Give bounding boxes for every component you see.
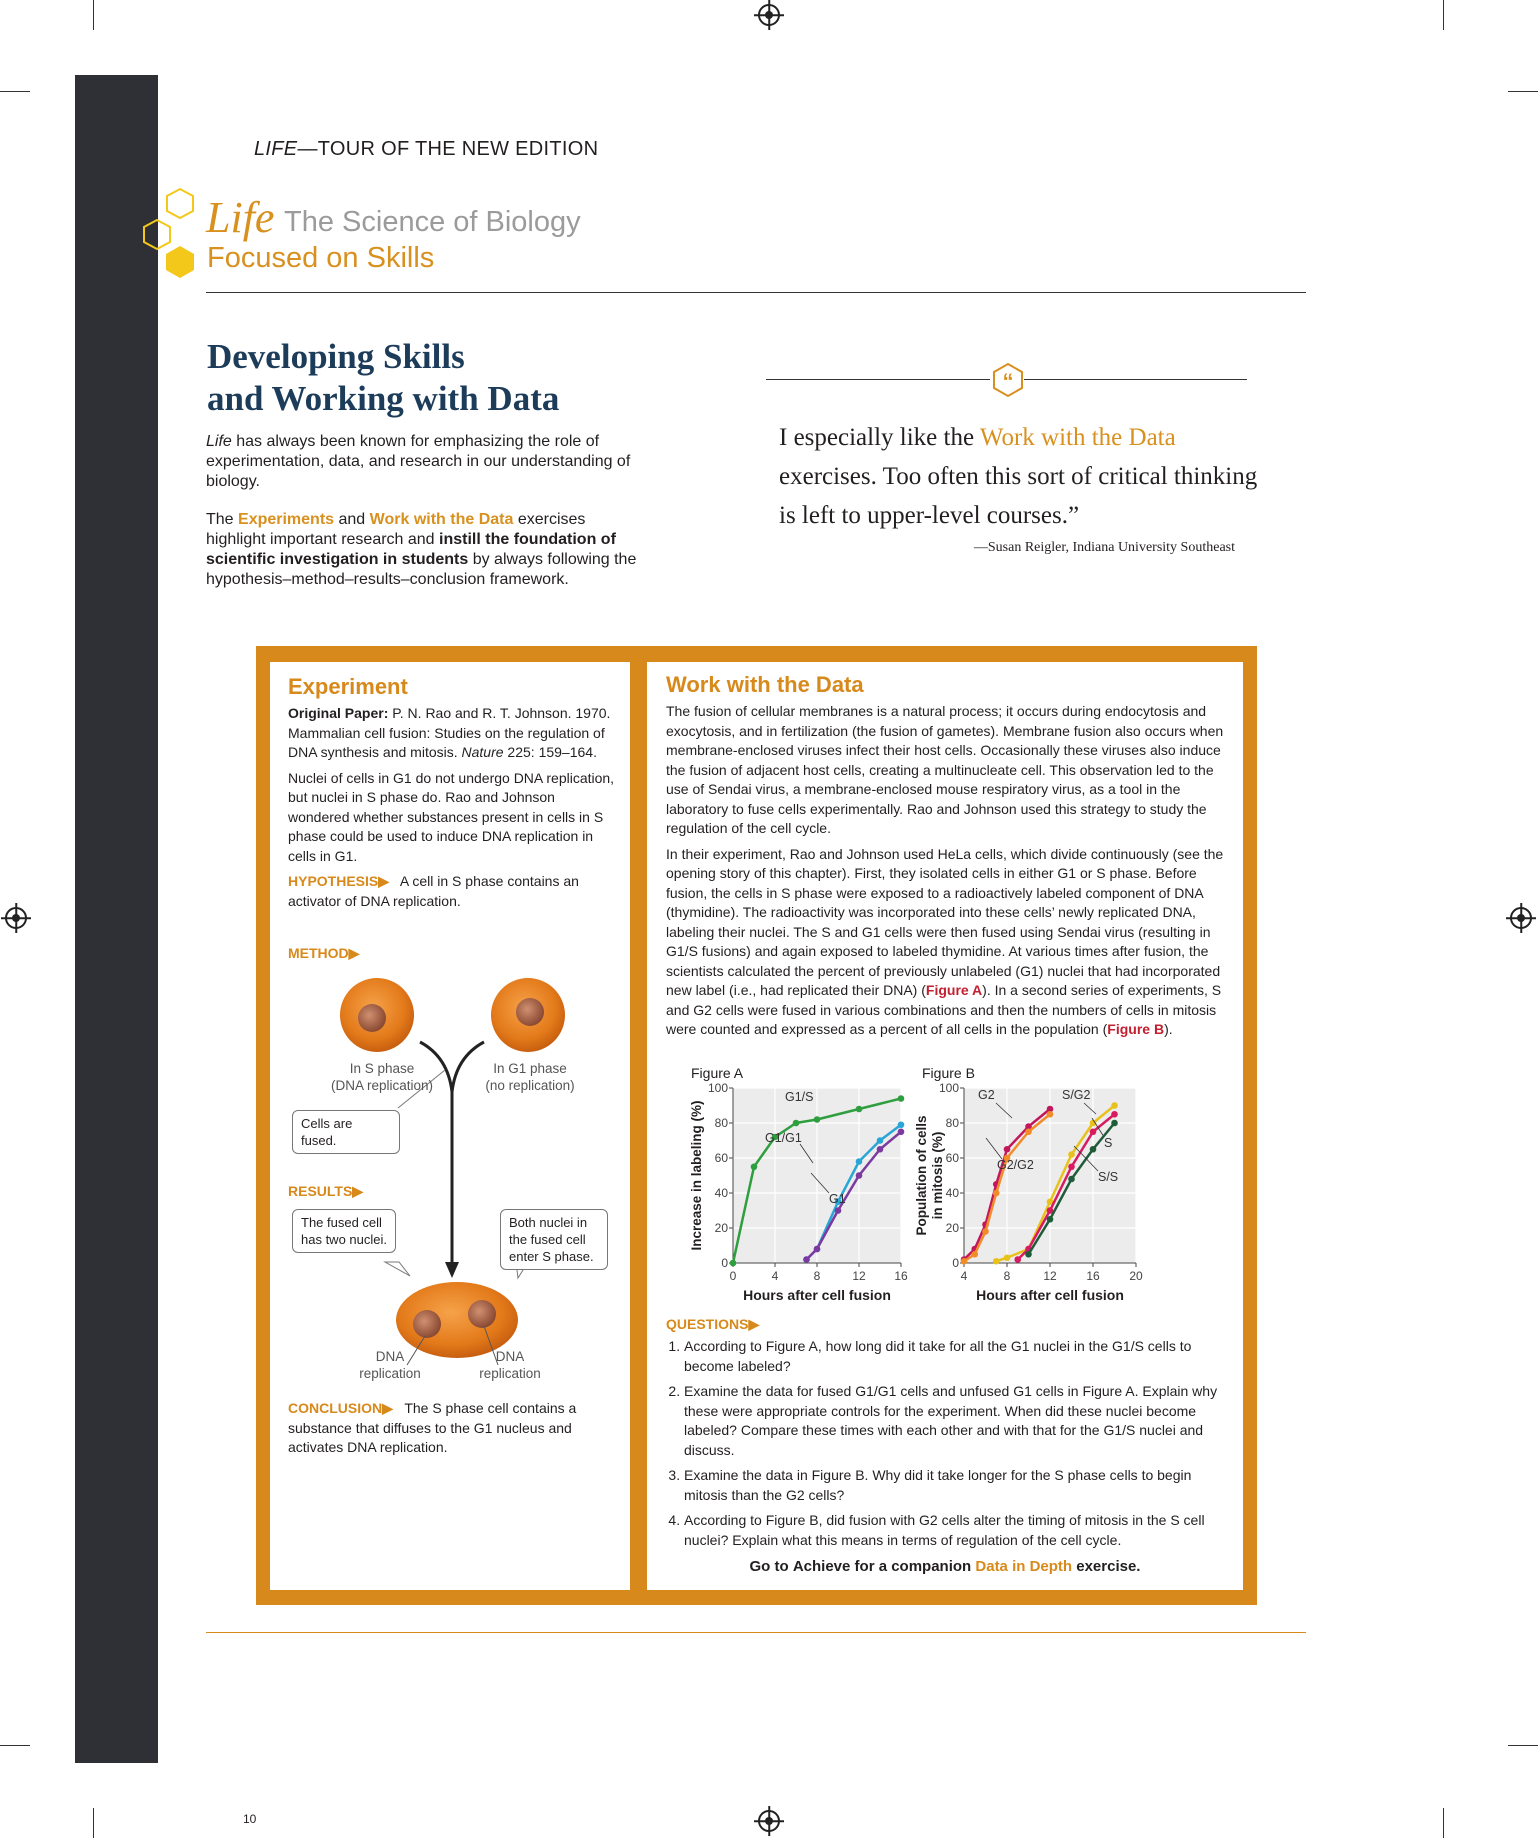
data-point	[1111, 1102, 1118, 1109]
series-label: S/S	[1098, 1170, 1119, 1184]
data-point	[971, 1251, 978, 1258]
series-label: S	[1104, 1136, 1113, 1150]
figure-b-chart	[912, 1066, 1162, 1302]
registration-mark-icon	[1510, 907, 1532, 929]
data-point	[856, 1106, 863, 1113]
brand-subtitle: The Science of Biology	[284, 206, 581, 238]
question-item: 2. Examine the data for fused G1/G1 cells and unfused G1 cells in Figure A. Explain why these were appropriate controls for the experiment. When did these nuclei become labeled? Compare these times with each other and with that for the G1/S nuclei and discuss.	[684, 1382, 1226, 1460]
hexagon-logo-icon	[140, 186, 200, 282]
goto-achieve-line: Go to Achieve for a companion Data in Depth exercise.	[749, 1558, 1141, 1575]
series-label: G2	[978, 1088, 995, 1102]
s-phase-caption: In S phase (DNA replication)	[330, 1061, 434, 1093]
y-tick-label: 20	[945, 1221, 959, 1235]
data-point	[961, 1258, 968, 1265]
questions-label: QUESTIONS▶	[666, 1316, 760, 1332]
data-point	[1090, 1128, 1097, 1135]
data-point	[898, 1095, 905, 1102]
series-label: G2/G2	[997, 1158, 1034, 1172]
running-head: LIFE—TOUR OF THE NEW EDITION	[254, 138, 599, 160]
y-tick-label: 40	[714, 1186, 728, 1200]
data-point	[814, 1246, 821, 1253]
x-tick-label: 20	[1129, 1269, 1143, 1283]
x-axis-label: Hours after cell fusion	[743, 1287, 891, 1303]
quote-divider-left	[766, 379, 990, 380]
data-point	[1004, 1146, 1011, 1153]
data-point	[835, 1207, 842, 1214]
registration-mark-icon	[758, 4, 780, 26]
crop-mark	[93, 0, 94, 30]
crop-mark	[0, 1745, 30, 1746]
y-tick-label: 80	[945, 1116, 959, 1130]
dna-replication-right: DNA replication	[479, 1349, 541, 1381]
data-point	[1068, 1176, 1075, 1183]
quote-attribution: —Susan Reigler, Indiana University Southeast	[973, 540, 1235, 555]
data-point	[1068, 1151, 1075, 1158]
x-tick-label: 16	[894, 1269, 908, 1283]
data-point	[856, 1172, 863, 1179]
fused-nucleus-right	[468, 1300, 496, 1328]
data-point	[1014, 1256, 1021, 1263]
questions-list	[666, 1337, 1226, 1556]
x-tick-label: 8	[1003, 1269, 1011, 1283]
experiment-panel	[270, 662, 630, 1590]
conclusion-text: CONCLUSION▶ The S phase cell contains a substance that diffuses to the G1 nucleus and activates DNA replication.	[288, 1400, 577, 1455]
cell-fusion-diagram	[270, 662, 630, 1382]
intro-text: Life has always been known for emphasizing the role of experimentation, data, and research in our understanding of biology. The Experiments and Work with the Data exercises highlight important research and instill the foundation of scientific investigation in students by always following the hypothesis–method–results–conclusion framework.	[206, 433, 637, 588]
data-point	[751, 1163, 758, 1170]
x-tick-label: 12	[852, 1269, 866, 1283]
data-point	[793, 1120, 800, 1127]
x-tick-label: 16	[1086, 1269, 1100, 1283]
data-point	[1025, 1251, 1032, 1258]
y-tick-label: 80	[714, 1116, 728, 1130]
crop-mark	[0, 91, 30, 92]
data-point	[898, 1128, 905, 1135]
x-axis-label: Hours after cell fusion	[976, 1287, 1124, 1303]
series-label: G1	[829, 1192, 846, 1206]
data-point	[877, 1146, 884, 1153]
crop-mark	[1508, 91, 1538, 92]
data-point	[993, 1190, 1000, 1197]
x-tick-label: 4	[960, 1269, 968, 1283]
g1-phase-nucleus	[516, 998, 544, 1026]
data-point	[856, 1158, 863, 1165]
cells-fused-callout: Cells are fused.	[292, 1110, 400, 1154]
crop-mark	[1443, 1808, 1444, 1838]
figure-b-title: Figure B	[922, 1065, 975, 1081]
data-point	[877, 1137, 884, 1144]
data-point	[1004, 1254, 1011, 1261]
data-point	[1111, 1111, 1118, 1118]
sidebar-bar	[75, 75, 158, 1763]
x-tick-label: 8	[813, 1269, 821, 1283]
feature-frame	[256, 646, 1257, 1605]
data-point	[1068, 1163, 1075, 1170]
y-tick-label: 100	[938, 1081, 959, 1095]
y-tick-label: 20	[714, 1221, 728, 1235]
s-phase-nucleus	[358, 1004, 386, 1032]
y-tick-label: 0	[952, 1256, 959, 1270]
quote-divider-right	[1024, 379, 1247, 380]
y-tick-label: 0	[721, 1256, 728, 1270]
registration-mark-icon	[758, 1810, 780, 1832]
y-axis-label: Population of cells	[914, 1115, 929, 1236]
x-tick-label: 0	[729, 1269, 737, 1283]
dna-replication-left: DNA replication	[359, 1349, 421, 1381]
quote-mark-icon	[991, 362, 1025, 398]
data-point	[1047, 1216, 1054, 1223]
crop-mark	[1443, 0, 1444, 30]
series-label: S/G2	[1062, 1088, 1091, 1102]
header-divider	[206, 292, 1306, 293]
question-item: 1. According to Figure A, how long did it take for all the G1 nuclei in the G1/S cells to become labeled?	[684, 1337, 1226, 1376]
figure-a-chart	[683, 1065, 908, 1303]
work-data-panel	[647, 662, 1243, 1590]
question-item: 3. Examine the data in Figure B. Why did it take longer for the S phase cells to begin mitosis than the G2 cells?	[684, 1466, 1226, 1505]
data-point	[993, 1258, 1000, 1265]
brand-focus: Focused on Skills	[207, 242, 435, 274]
registration-mark-icon	[5, 907, 27, 929]
y-tick-label: 40	[945, 1186, 959, 1200]
testimonial-quote: I especially like the Work with the Data exercises. Too often this sort of critical thinking is left to upper-level courses.”	[779, 424, 1258, 529]
data-point	[982, 1228, 989, 1235]
method-label: METHOD▶	[288, 945, 360, 961]
crop-mark	[1508, 1745, 1538, 1746]
figure-a-title: Figure A	[691, 1065, 744, 1081]
data-point	[1111, 1120, 1118, 1127]
x-tick-label: 12	[1043, 1269, 1057, 1283]
y-tick-label: 60	[714, 1151, 728, 1165]
crop-mark	[93, 1808, 94, 1838]
y-tick-label: 60	[945, 1151, 959, 1165]
both-enter-callout: Both nuclei in the fused cell enter S phase.	[500, 1209, 608, 1270]
svg-text:“: “	[1002, 369, 1014, 394]
y-axis-label: Increase in labeling (%)	[689, 1100, 704, 1251]
g1-phase-caption: In G1 phase (no replication)	[485, 1061, 575, 1093]
two-nuclei-callout: The fused cell has two nuclei.	[292, 1209, 396, 1253]
results-label: RESULTS▶	[288, 1183, 364, 1199]
experiment-title: Experiment	[288, 674, 408, 699]
y-tick-label: 100	[707, 1081, 728, 1095]
fused-nucleus-left	[413, 1310, 441, 1338]
data-point	[730, 1260, 737, 1267]
brand-life: Life	[206, 193, 275, 242]
y-axis-label: in mitosis (%)	[930, 1131, 945, 1220]
data-point	[1047, 1111, 1054, 1118]
data-point	[803, 1256, 810, 1263]
page-number: 10	[243, 1812, 257, 1826]
data-point	[1090, 1146, 1097, 1153]
work-data-title: Work with the Data	[666, 672, 864, 697]
experiment-text: Original Paper: P. N. Rao and R. T. Johnson. 1970. Mammalian cell fusion: Studies on the regulation of DNA synthesis and mitosis. Nature 225: 159–164. Nuclei of cells in G1 do not undergo DNA replication, but nuclei in S phase do. Rao and Johnson wondered whether substances present in cells in S phase could be used to induce DNA replication in cells in G1. HYPOTHESIS▶ A cell in S phase contains an activator of DNA replication.	[288, 705, 615, 909]
work-data-text: The fusion of cellular membranes is a natural process; it occurs during endocytosis and exocytosis, and in fertilization (the fusion of gametes). Membrane fusion also occurs when membrane-enclosed viruses infect their host cells. Occasionally these viruses also induce the fusion of adjacent host cells, creating a multinucleate cell. This observation led to the use of Sendai virus, a membrane-enclosed mouse respiratory virus, as a tool in the laboratory to fuse cells experimentally. Rao and Johnson used this strategy to study the regulation of the cell cycle. In their experiment, Rao and Johnson used HeLa cells, which divide continuously (see the opening story of this chapter). First, they isolated cells in either G1 or S phase. Before fusion, the cells in S phase were exposed to a radioactively labeled component of DNA (thymidine). The radioactivity was incorporated into these cells’ newly replicated DNA, labeling their nuclei. The S and G1 cells were then fused using Sendai virus (resulting in G1/S fusions) and again exposed to labeled thymidine. At various times after fusion, the scientists calculated the percent of previously unlabeled (G1) nuclei that had incorporated new label (i.e., had replicated their DNA) (Figure A). In a second series of experiments, S and G2 cells were fused in various combinations and then the numbers of cells in mitosis were counted and expressed as a percent of all cells in the population (Figure B).	[666, 703, 1224, 1037]
data-point	[814, 1116, 821, 1123]
x-tick-label: 4	[771, 1269, 779, 1283]
question-item: 4. According to Figure B, did fusion with G2 cells alter the timing of mitosis in the S cell nuclei? Explain what this means in terms of regulation of the cell cycle.	[684, 1511, 1226, 1550]
series-label: G1/S	[785, 1090, 814, 1104]
data-point	[898, 1121, 905, 1128]
bottom-divider	[206, 1632, 1306, 1633]
section-heading: Developing Skills and Working with Data	[207, 337, 560, 418]
series-label: G1/G1	[765, 1131, 802, 1145]
data-point	[1025, 1128, 1032, 1135]
